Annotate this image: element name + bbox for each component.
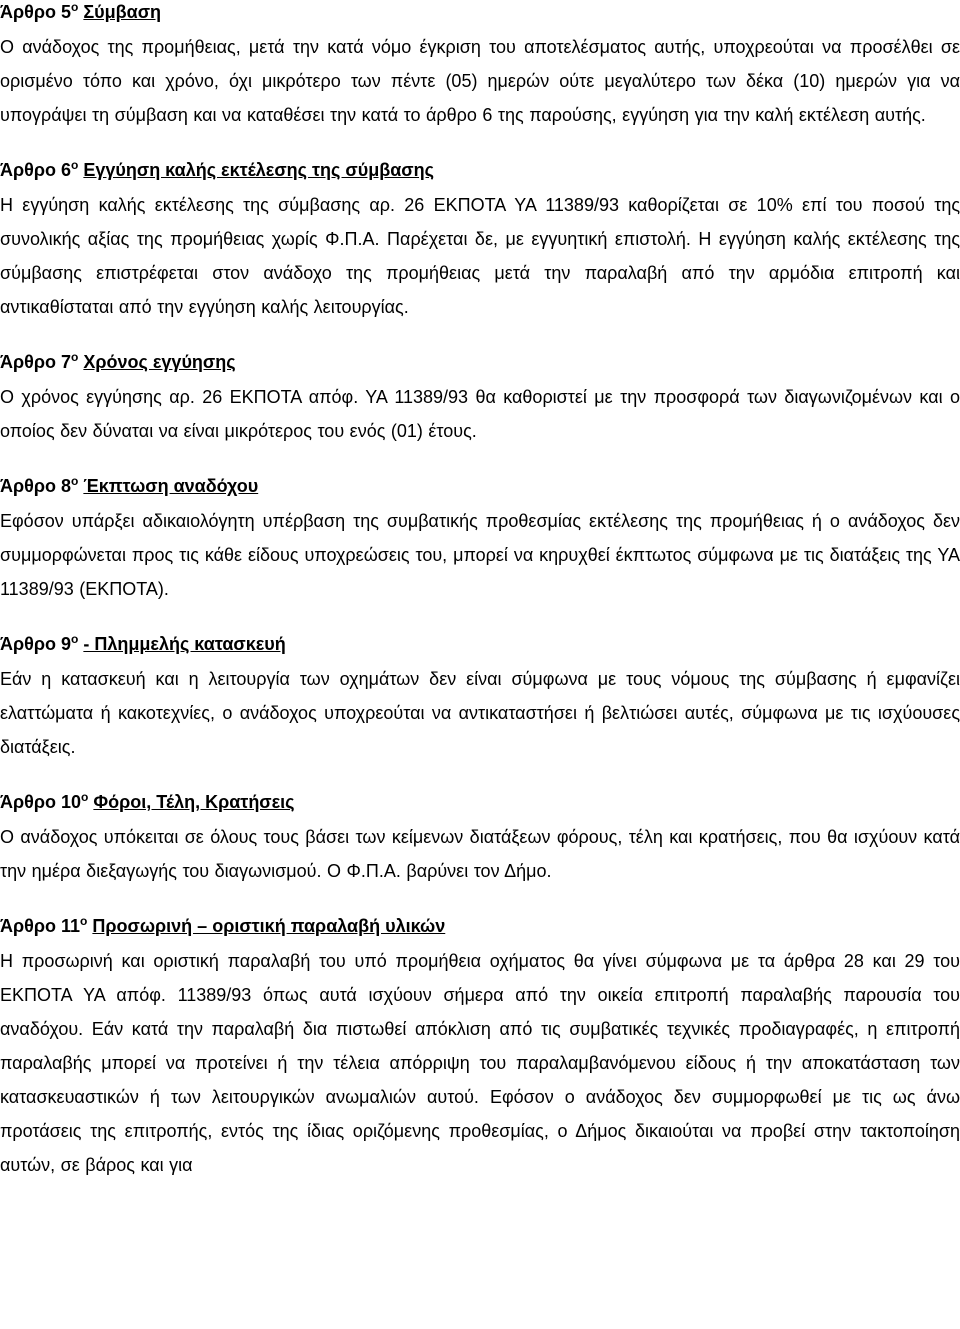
- article-title: Φόροι, Τέλη, Κρατήσεις: [93, 792, 295, 812]
- article-title: Εγγύηση καλής εκτέλεσης της σύμβασης: [83, 160, 434, 180]
- article-heading: [0, 350, 960, 374]
- article-heading: [0, 632, 960, 656]
- article-number: Άρθρο 10: [0, 792, 82, 812]
- article-title: Σύμβαση: [83, 2, 162, 22]
- article-body: Η εγγύηση καλής εκτέλεσης της σύμβασης αρ. 26 ΕΚΠΟΤΑ ΥΑ 11389/93 καθορίζεται σε 10% επί του ποσού της συνολικής αξίας της προμήθειας χωρίς Φ.Π.Α. Παρέχεται δε, με εγγυητική επιστολή. Η εγγύηση καλής εκτέλεσης της σύμβασης επιστρέφεται στον ανάδοχο της προμήθειας μετά την παραλαβή από την αρμόδια επιτροπή και αντικαθίσταται από την εγγύηση καλής λειτουργίας.: [0, 195, 960, 317]
- article-heading: [0, 474, 960, 498]
- article-number: Άρθρο 8: [0, 476, 72, 496]
- article-superscript: ο: [81, 790, 89, 804]
- article-9: [0, 632, 960, 764]
- article-number: Άρθρο 7: [0, 352, 72, 372]
- article-title: Έκπτωση αναδόχου: [83, 476, 259, 496]
- article-heading: [0, 158, 960, 182]
- article-number: Άρθρο 5: [0, 2, 72, 22]
- article-superscript: ο: [71, 350, 79, 364]
- article-body: Η προσωρινή και οριστική παραλαβή του υπό προμήθεια οχήματος θα γίνει σύμφωνα με τα άρθρα 28 και 29 του ΕΚΠΟΤΑ ΥΑ απόφ. 11389/93 όπως αυτά ισχύουν σήμερα από την οικεία επιτροπή παραλαβής παρουσία του αναδόχου. Εάν κατά την παραλαβή δια πιστωθεί απόκλιση από τις συμβατικές τεχνικές προδιαγραφές, η επιτροπή παραλαβής μπορεί να προτείνει ή την τέλεια απόρριψη του παραλαμβανόμενου είδους ή την αποκατάσταση των κατασκευαστικών ή των λειτουργικών ανωμαλιών αυτού. Εφόσον ο ανάδοχος δεν συμμορφωθεί με τις ως άνω προτάσεις της επιτροπής, εντός της ίδιας οριζόμενης προθεσμίας, ο Δήμος δικαιούται να προβεί στην τακτοποίηση αυτών, σε βάρος και για: [0, 951, 960, 1175]
- article-7: [0, 350, 960, 448]
- article-title: - Πλημμελής κατασκευή: [83, 634, 286, 654]
- article-body: Εάν η κατασκευή και η λειτουργία των οχημάτων δεν είναι σύμφωνα με τους νόμους της σύμβασης ή εμφανίζει ελαττώματα ή κακοτεχνίες, ο ανάδοχος υποχρεούται να αντικαταστήσει ή βελτιώσει αυτές, σύμφωνα με τις ισχύουσες διατάξεις.: [0, 669, 960, 757]
- article-heading: [0, 0, 960, 24]
- article-superscript: ο: [80, 914, 88, 928]
- article-superscript: ο: [71, 158, 79, 172]
- article-body: Ο ανάδοχος της προμήθειας, μετά την κατά νόμο έγκριση του αποτελέσματος αυτής, υποχρεούται να προσέλθει σε ορισμένο τόπο και χρόνο, όχι μικρότερο των πέντε (05) ημερών ούτε μεγαλύτερο των δέκα (10) ημερών για να υπογράψει τη σύμβαση και να καταθέσει την κατά το άρθρο 6 της παρούσης, εγγύηση για την καλή εκτέλεση αυτής.: [0, 37, 960, 125]
- article-superscript: ο: [71, 632, 79, 646]
- article-10: [0, 790, 960, 888]
- article-11: [0, 914, 960, 1182]
- article-superscript: ο: [71, 474, 79, 488]
- article-heading: [0, 790, 960, 814]
- article-body: Ο χρόνος εγγύησης αρ. 26 ΕΚΠΟΤΑ απόφ. ΥΑ 11389/93 θα καθοριστεί με την προσφορά των διαγωνιζομένων και ο οποίος δεν δύναται να είναι μικρότερος του ενός (01) έτους.: [0, 387, 960, 441]
- article-title: Προσωρινή – οριστική παραλαβή υλικών: [92, 916, 446, 936]
- article-heading: [0, 914, 960, 938]
- article-8: [0, 474, 960, 606]
- article-superscript: ο: [71, 0, 79, 14]
- article-number: Άρθρο 6: [0, 160, 72, 180]
- article-body: Εφόσον υπάρξει αδικαιολόγητη υπέρβαση της συμβατικής προθεσμίας εκτέλεσης της προμήθειας ή ο ανάδοχος δεν συμμορφώνεται προς τις κάθε είδους υποχρεώσεις του, μπορεί να κηρυχθεί έκπτωτος σύμφωνα με τις διατάξεις της ΥΑ 11389/93 (ΕΚΠΟΤΑ).: [0, 511, 960, 599]
- article-6: [0, 158, 960, 324]
- article-body: Ο ανάδοχος υπόκειται σε όλους τους βάσει των κείμενων διατάξεων φόρους, τέλη και κρατήσεις, που θα ισχύουν κατά την ημέρα διεξαγωγής του διαγωνισμού. Ο Φ.Π.Α. βαρύνει τον Δήμο.: [0, 827, 960, 881]
- article-title: Χρόνος εγγύησης: [83, 352, 236, 372]
- article-number: Άρθρο 9: [0, 634, 72, 654]
- article-number: Άρθρο 11: [0, 916, 81, 936]
- article-5: [0, 0, 960, 132]
